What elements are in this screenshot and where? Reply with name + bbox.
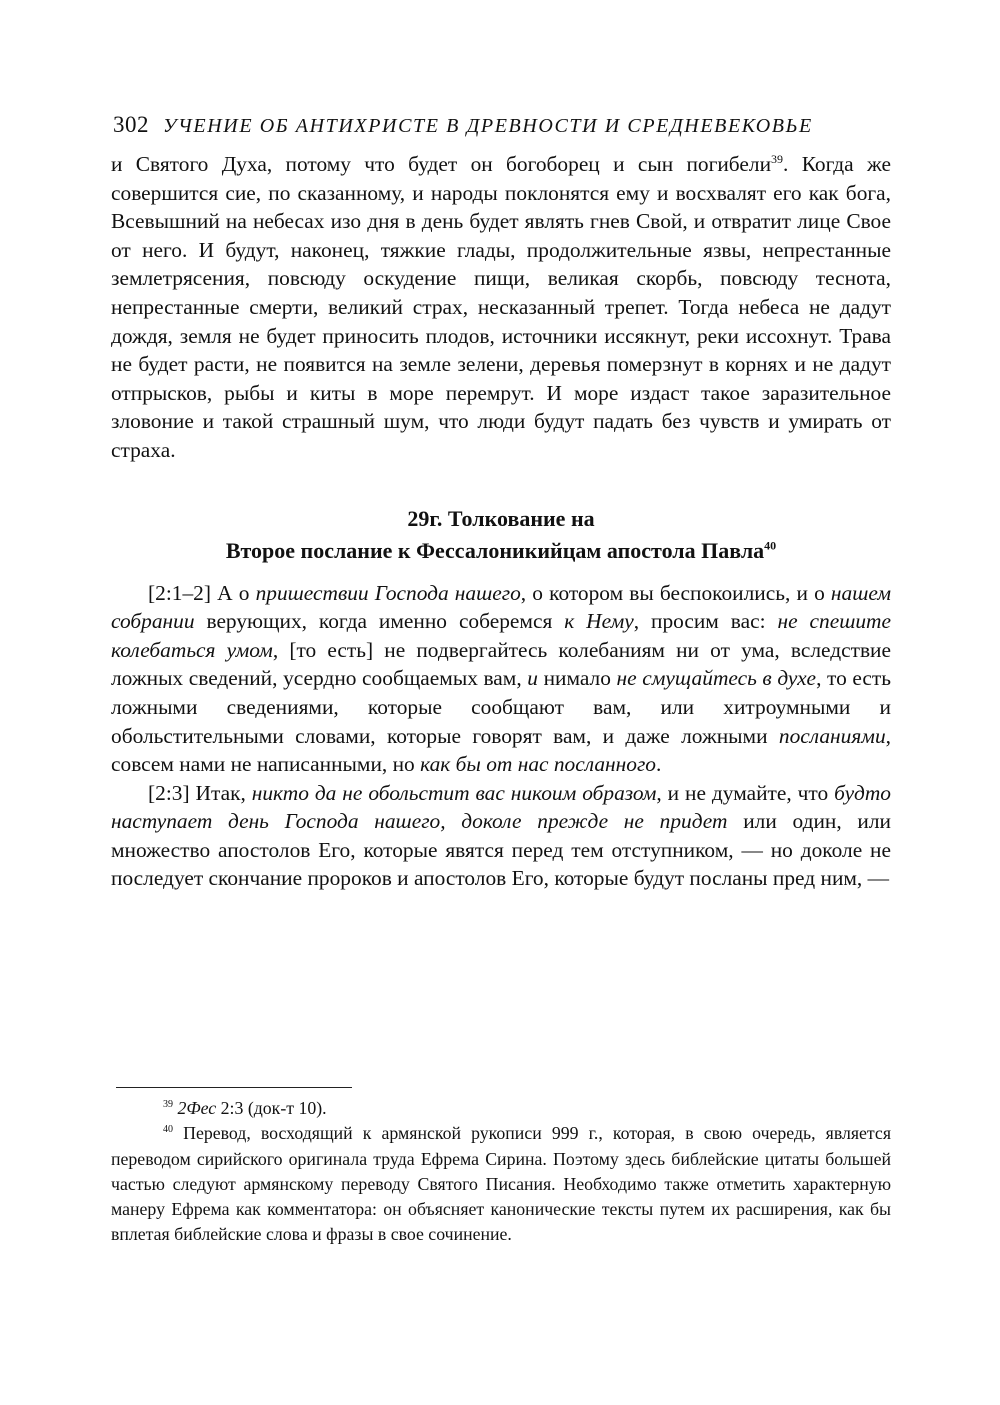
section-heading [111,503,891,567]
paragraph-1: и Святого Духа, потому что будет он богоборец и сын погибели$^{39}$. Когда же совершится сие, по сказанному, и народы поклонятся ему и восхвалят его как бога, Всевышний на небесах изо дня в день будет являть гнев Свой, и отвратит лице Свое от него. И будут, наконец, тяжкие глады, продолжительные язвы, непрестанные землетрясения, повсюду оскудение пищи, великая скорбь, повсюду теснота, непрестанные смерти, великий страх, несказанный трепет. Тогда небеса не дадут дождя, земля не будет приносить плодов, источники иссякнут, реки иссохнут. Трава не будет расти, не появится на земле зелени, деревья померзнут в корнях и не дадут отпрысков, рыбы и киты в море перемрут. И море издаст такое заразительное зловоние и такой страшный шум, что люди будут падать без чувств и умирать от страха. [111,151,891,462]
page-number: 302 [113,112,149,137]
paragraph-2: [2:1–2] А о пришествии Господа нашего, о котором вы беспокоились, и о нашем собрании верующих, когда именно соберемся к Нему, просим вас: не спешите колебаться умом, [то есть] не подвергайтесь колебаниям ни от ума, вследствие ложных сведений, усердно сообщаемых вам, и нимало не смущайтесь в духе, то есть ложными сведениями, которые сообщают вам, или хитроумными и обольстительными словами, которые говорят вам, и даже ложными посланиями, совсем нами не написанными, но как бы от нас посланного. [111,580,892,777]
section-heading-line-2: Второе послание к Фессалоникийцам апостола Павла$^{40}$ [225,537,777,563]
footnote-40: $^{40}$ Перевод, восходящий к армянской рукописи 999 г., которая, в свою очередь, является переводом сирийского оригинала труда Ефрема Сирина. Поэтому здесь библейские цитаты большей частью следуют армянскому переводу Святого Писания. Необходимо также отметить характерную манеру Ефрема как комментатора: он объясняет канонические тексты путем их расширения, как бы вплетая библейские слова и фразы в свое сочинение. [111,1123,891,1245]
footnote-ref-39: 39 [771,151,784,166]
footnotes [111,1096,891,1248]
footnote-39: $^{39}$ 2Фес 2:3 (док-т 10). [163,1098,327,1118]
section-heading-line-1: 29г. Толкование на [407,505,595,531]
running-title: УЧЕНИЕ ОБ АНТИХРИСТЕ В ДРЕВНОСТИ И СРЕДНЕВЕКОВЬЕ [163,115,813,137]
footnote-ref-40: 40 [764,538,777,553]
running-header [113,112,893,138]
main-text [111,150,891,893]
footnote-separator [116,1087,352,1088]
paragraph-3: [2:3] Итак, никто да не обольстит вас никоим образом, и не думайте, что будто наступает день Господа нашего, доколе прежде не придет или один, или множество апостолов Его, которые явятся перед тем отступником, — но доколе не последует скончание пророков и апостолов Его, которые будут посланы пред ним, — [111,780,891,891]
